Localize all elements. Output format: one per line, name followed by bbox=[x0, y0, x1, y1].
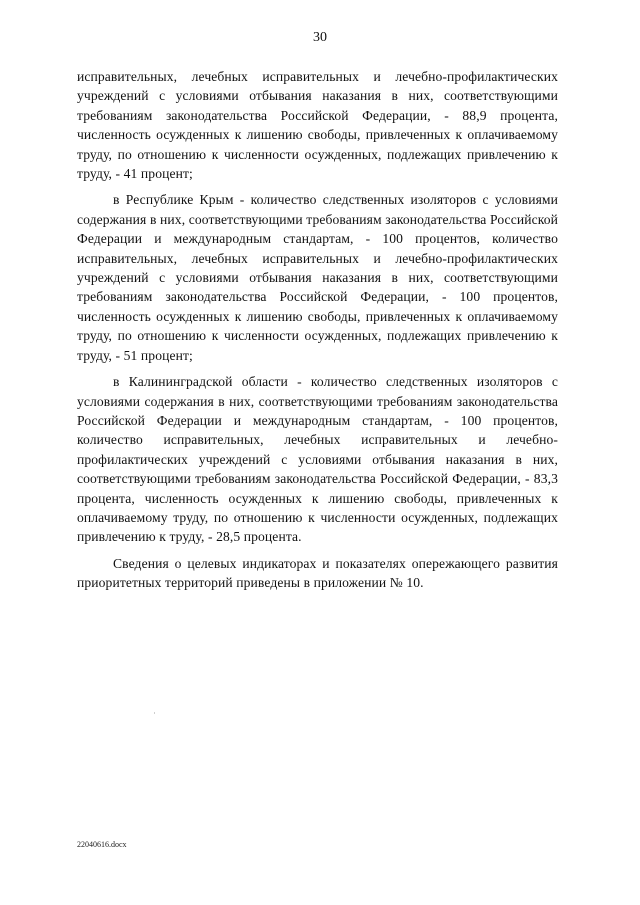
document-body bbox=[77, 67, 558, 593]
paragraph-republic-crimea: в Республике Крым - количество следственных изоляторов с условиями содержания в них, соответствующими требованиям законодательства Российской Федерации и международным стандартам, - 100 процентов, количество исправительных, лечебных исправительных и лечебно-профилактических учреждений с условиями отбывания наказания в них, соответствующими требованиям законодательства Российской Федерации, - 100 процентов, численность осужденных к лишению свободы, привлеченных к оплачиваемому труду, по отношению к численности осужденных, подлежащих привлечению к труду, - 51 процент; bbox=[77, 192, 558, 363]
scan-speck bbox=[154, 712, 155, 714]
paragraph-indicators-reference: Сведения о целевых индикаторах и показателях опережающего развития приоритетных территорий приведены в приложении № 10. bbox=[77, 555, 558, 591]
footer-document-id: 22040616.docx bbox=[77, 840, 127, 849]
paragraph-continuation: исправительных, лечебных исправительных и лечебно-профилактических учреждений с условиями отбывания наказания в них, соответствующими требованиям законодательства Российской Федерации, - 88,9 процента, численность осужденных к лишению свободы, привлеченных к оплачиваемому труду, по отношению к численности осужденных, подлежащих привлечению к труду, - 41 процент; bbox=[77, 69, 558, 182]
paragraph-kaliningrad-region: в Калининградской области - количество следственных изоляторов с условиями содержания в них, соответствующими требованиям законодательства Российской Федерации и международным стандартам, - 100 процентов, количество исправительных, лечебных исправительных и лечебно-профилактических учреждений с условиями отбывания наказания в них, соответствующими требованиям законодательства Российской Федерации, - 83,3 процента, численность осужденных к лишению свободы, привлеченных к оплачиваемому труду, по отношению к численности осужденных, подлежащих привлечению к труду, - 28,5 процента. bbox=[77, 374, 558, 545]
page-number: 30 bbox=[313, 30, 327, 45]
